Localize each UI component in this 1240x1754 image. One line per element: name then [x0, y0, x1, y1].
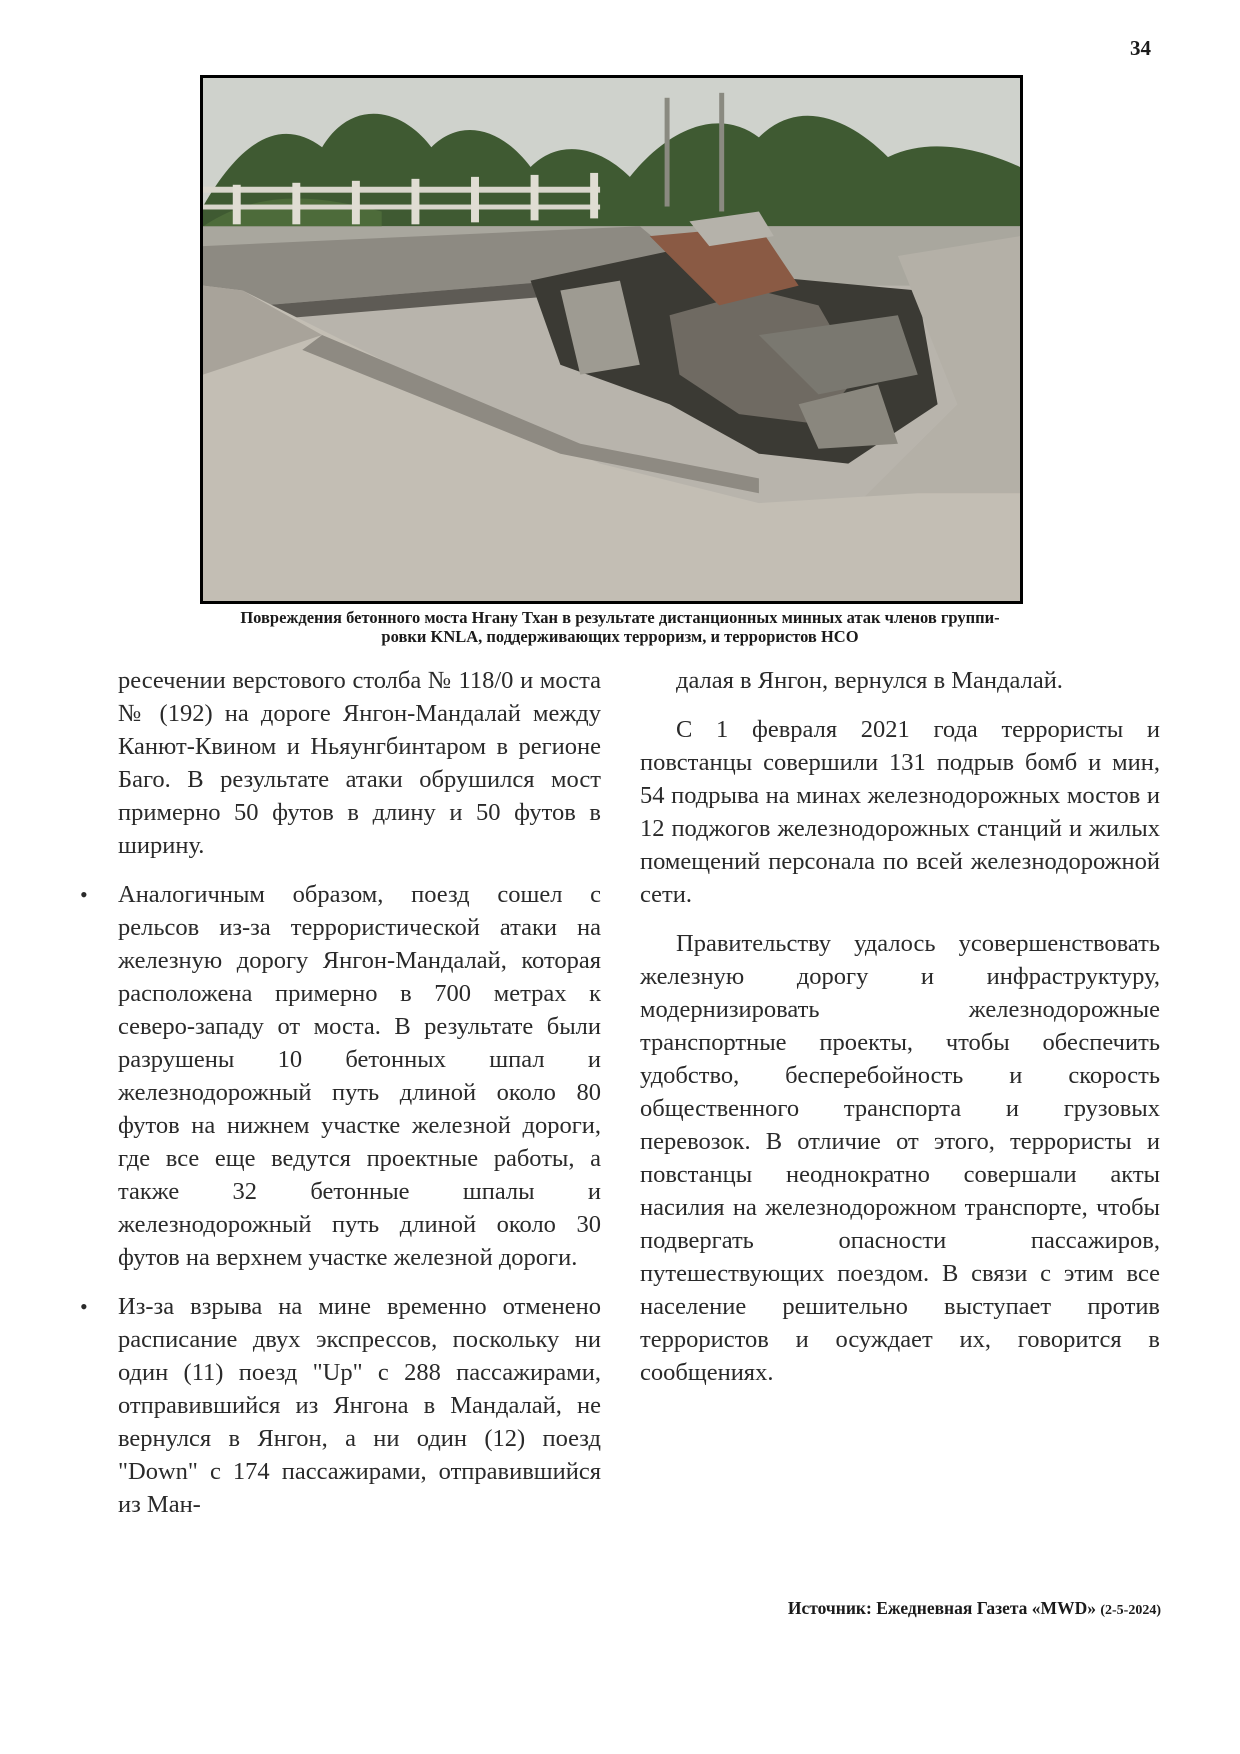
right-paragraph-2: С 1 февраля 2021 года террористы и повстанцы совершили 131 подрыв бомб и мин, 54 подрыва на минах железнодорожных мостов и 12 поджогов железнодорожных станций и жилых помещений персонала по всей железнодорожной сети.: [640, 716, 1160, 908]
photo-illustration: [203, 78, 1020, 601]
page-number: 34: [1130, 36, 1151, 60]
source-date: (2-5-2024): [1100, 1603, 1161, 1618]
bridge-damage-photo: [200, 75, 1023, 604]
bullet-icon: •: [80, 882, 88, 907]
left-paragraph-1: ресечении верстового столба № 118/0 и моста № (192) на дороге Янгон-Мандалай между Канют-Квином и Ньяунгбинтаром в регионе Баго. В результате атаки обрушился мост примерно 50 футов в длину и 50 футов в ширину.: [118, 667, 601, 859]
figure-caption: [120, 608, 1120, 646]
caption-line-1: Повреждения бетонного моста Нгану Тхан в результате дистанционных минных атак членов группи-: [240, 608, 1000, 627]
bullet-item-2: [80, 1290, 601, 1521]
right-column: [640, 664, 1160, 1389]
bullet-item-1: [80, 878, 601, 1274]
source-label: Источник: Ежедневная Газета «MWD»: [787, 1598, 1096, 1618]
right-paragraph-1: далая в Янгон, вернулся в Мандалай.: [676, 667, 1063, 694]
bullet-icon: •: [80, 1294, 88, 1319]
left-column: [80, 664, 601, 1521]
right-paragraph-3: Правительству удалось усовершенствовать железную дорогу и инфраструктуру, модернизировать железнодорожные транспортные проекты, чтобы обеспечить удобство, бесперебойность и скорость общественного транспорта и грузовых перевозок. В отличие от этого, террористы и повстанцы неоднократно совершали акты насилия на железнодорожном транспорте, чтобы подвергать опасности пассажиров, путешествующих поездом. В связи с этим все население решительно выступает против террористов и осуждает их, говорится в сообщениях.: [640, 930, 1160, 1386]
caption-line-2: ровки KNLA, поддерживающих терроризм, и террористов НСО: [381, 627, 859, 646]
bullet-text-2: Из-за взрыва на мине временно отменено расписание двух экспрессов, поскольку ни один (11) поезд "Up" с 288 пассажирами, отправившийся из Янгона в Мандалай, не вернулся в Янгон, а ни один (12) поезд "Down" с 174 пассажирами, отправившийся из Ман-: [118, 1293, 601, 1518]
source-line: [715, 1598, 1161, 1619]
bullet-text-1: Аналогичным образом, поезд сошел с рельсов из-за террористической атаки на железную дорогу Янгон-Мандалай, которая расположена примерно в 700 метрах к северо-западу от моста. В результате были разрушены 10 бетонных шпал и железнодорожный путь длиной около 80 футов на нижнем участке железной дороги, где все еще ведутся проектные работы, а также 32 бетонные шпалы и железнодорожный путь длиной около 30 футов на верхнем участке железной дороги.: [118, 881, 601, 1271]
